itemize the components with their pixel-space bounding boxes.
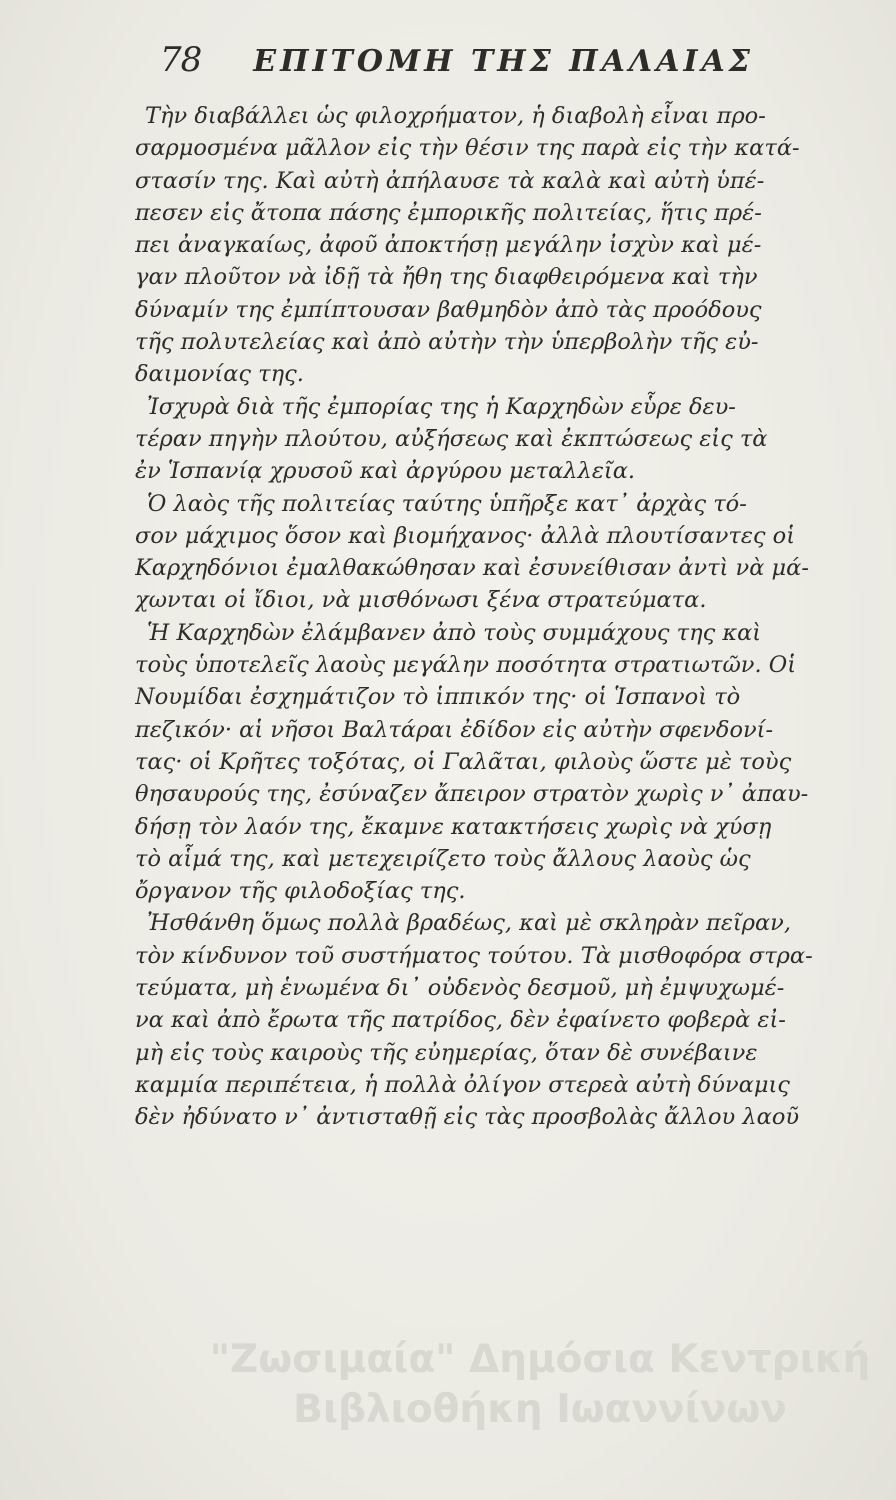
text-line: δήσῃ τὸν λαόν της, ἔκαμνε κατακτήσεις χωρὶς νὰ χύσῃ: [135, 813, 772, 840]
text-line: τέραν πηγὴν πλούτου, αὐξήσεως καὶ ἐκπτώσεως εἰς τὰ: [135, 425, 768, 452]
text-line: τὸν κίνδυνον τοῦ συστήματος τούτου. Τὰ μισθοφόρα στρα-: [135, 942, 813, 969]
text-line: ἐν Ἱσπανίᾳ χρυσοῦ καὶ ἀργύρου μεταλλεῖα.: [135, 458, 636, 485]
text-line: θησαυρούς της, ἐσύναζεν ἄπειρον στρατὸν χωρὶς ν᾽ ἀπαυ-: [135, 781, 809, 808]
text-line: τοὺς ὑποτελεῖς λαοὺς μεγάλην ποσότητα στρατιωτῶν. Οἱ: [135, 652, 797, 679]
text-line: χωνται οἱ ἴδιοι, νὰ μισθόνωσι ξένα στρατεύματα.: [135, 587, 707, 614]
page-header: [160, 40, 820, 88]
text-line: τὸ αἷμά της, καὶ μετεχειρίζετο τοὺς ἄλλους λαοὺς ὡς: [135, 845, 751, 872]
text-line: μὴ εἰς τοὺς καιροὺς τῆς εὐημερίας, ὅταν δὲ συνέβαινε: [135, 1039, 758, 1066]
text-line: σαρμοσμένα μᾶλλον εἰς τὴν θέσιν της παρὰ εἰς τὴν κατά-: [135, 135, 800, 162]
library-watermark: [200, 1335, 880, 1435]
watermark-line: Βιβλιοθήκη Ιωαννίνων: [293, 1387, 787, 1432]
text-line: Ἰσχυρὰ διὰ τῆς ἐμπορίας της ἡ Καρχηδὼν εὗρε δευ-: [147, 393, 736, 420]
text-line: δαιμονίας της.: [135, 361, 304, 388]
text-line: τεύματα, μὴ ἑνωμένα δι᾽ οὐδενὸς δεσμοῦ, μὴ ἐμψυχωμέ-: [135, 975, 785, 1002]
text-line: σον μάχιμος ὅσον καὶ βιομήχανος· ἀλλὰ πλουτίσαντες οἱ: [135, 522, 796, 549]
text-line: τας· οἱ Κρῆτες τοξότας, οἱ Γαλᾶται, φιλοὺς ὥστε μὲ τοὺς: [135, 748, 792, 775]
running-title: ΕΠΙΤΟΜΗ ΤΗΣ ΠΑΛΑΙΑΣ: [253, 44, 754, 79]
text-line: Ἡ Καρχηδὼν ἐλάμβανεν ἀπὸ τοὺς συμμάχους της καὶ: [147, 619, 762, 646]
text-line: πεζικόν· αἱ νῆσοι Βαλτάραι ἐδίδον εἰς αὐτὴν σφενδονί-: [135, 716, 774, 743]
text-line: γαν πλοῦτον νὰ ἰδῇ τὰ ἤθη της διαφθειρόμενα καὶ τὴν: [135, 264, 758, 291]
text-line: καμμία περιπέτεια, ἡ πολλὰ ὀλίγον στερεὰ αὐτὴ δύναμις: [135, 1071, 790, 1098]
text-line: ὄργανον τῆς φιλοδοξίας της.: [135, 878, 466, 905]
text-line: στασίν της. Καὶ αὐτὴ ἀπήλαυσε τὰ καλὰ καὶ αὐτὴ ὑπέ-: [135, 167, 765, 194]
text-line: Ἠσθάνθη ὅμως πολλὰ βραδέως, καὶ μὲ σκληρὰν πεῖραν,: [147, 910, 791, 937]
watermark-line: "Ζωσιμαία" Δημόσια Κεντρική: [209, 1337, 871, 1382]
text-line: πεσεν εἰς ἄτοπα πάσης ἐμπορικῆς πολιτείας, ἥτις πρέ-: [135, 199, 762, 226]
text-line: Καρχηδόνιοι ἐμαλθακώθησαν καὶ ἐσυνείθισαν ἀντὶ νὰ μά-: [135, 555, 809, 582]
text-line: τῆς πολυτελείας καὶ ἀπὸ αὐτὴν τὴν ὑπερβολὴν τῆς εὐ-: [135, 329, 759, 356]
page-number: 78: [160, 40, 202, 80]
text-line: δύναμίν της ἐμπίπτουσαν βαθμηδὸν ἀπὸ τὰς προόδους: [135, 296, 762, 323]
text-line: Ὁ λαὸς τῆς πολιτείας ταύτης ὑπῆρξε κατ᾽ ἀρχὰς τό-: [147, 490, 747, 517]
body-text: [135, 100, 825, 1134]
text-line: πει ἀναγκαίως, ἀφοῦ ἀποκτήσῃ μεγάλην ἰσχὺν καὶ μέ-: [135, 232, 762, 259]
text-line: Τὴν διαβάλλει ὡς φιλοχρήματον, ἡ διαβολὴ εἶναι προ-: [145, 103, 766, 129]
text-line: Νουμίδαι ἐσχημάτιζον τὸ ἱππικόν της· οἱ Ἱσπανοὶ τὸ: [135, 684, 741, 711]
text-line: δὲν ἠδύνατο ν᾽ ἀντισταθῇ εἰς τὰς προσβολὰς ἄλλου λαοῦ: [135, 1104, 800, 1131]
text-line: να καὶ ἀπὸ ἔρωτα τῆς πατρίδος, δὲν ἐφαίνετο φοβερὰ εἰ-: [135, 1007, 786, 1034]
